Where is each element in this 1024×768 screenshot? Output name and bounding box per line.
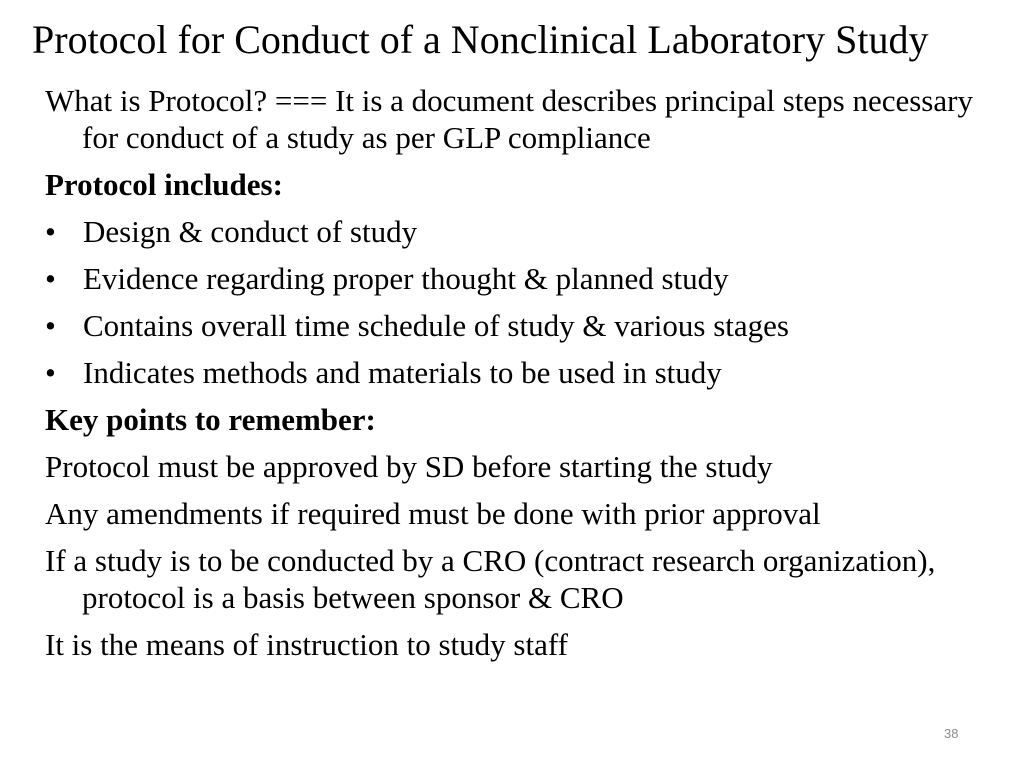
bullet-icon: • — [45, 308, 56, 343]
list-item — [45, 307, 995, 344]
slide-title: Protocol for Conduct of a Nonclinical Laboratory Study — [32, 17, 929, 62]
list-item-text: Contains overall time schedule of study & various stages — [83, 308, 789, 343]
list-item-text: Design & conduct of study — [83, 214, 418, 249]
slide-content — [45, 82, 995, 673]
bullet-icon: • — [45, 355, 56, 390]
list-item — [45, 354, 995, 391]
protocol-definition: What is Protocol? === It is a document describes principal steps necessary for conduct of a study as per GLP compliance — [45, 83, 973, 155]
protocol-includes-heading: Protocol includes: — [45, 167, 283, 202]
list-item-text: Evidence regarding proper thought & planned study — [83, 261, 729, 296]
bullet-icon: • — [45, 261, 56, 296]
key-points-heading: Key points to remember: — [45, 402, 376, 437]
protocol-includes-list — [45, 213, 995, 391]
key-point: It is the means of instruction to study staff — [45, 627, 568, 662]
page-number: 38 — [944, 726, 959, 741]
list-item — [45, 213, 995, 250]
key-point: Any amendments if required must be done with prior approval — [45, 496, 821, 531]
key-point: Protocol must be approved by SD before starting the study — [45, 449, 773, 484]
bullet-icon: • — [45, 214, 56, 249]
list-item-text: Indicates methods and materials to be used in study — [83, 355, 722, 390]
list-item — [45, 260, 995, 297]
key-point: If a study is to be conducted by a CRO (contract research organization), protocol is a basis between sponsor & CRO — [45, 543, 936, 615]
